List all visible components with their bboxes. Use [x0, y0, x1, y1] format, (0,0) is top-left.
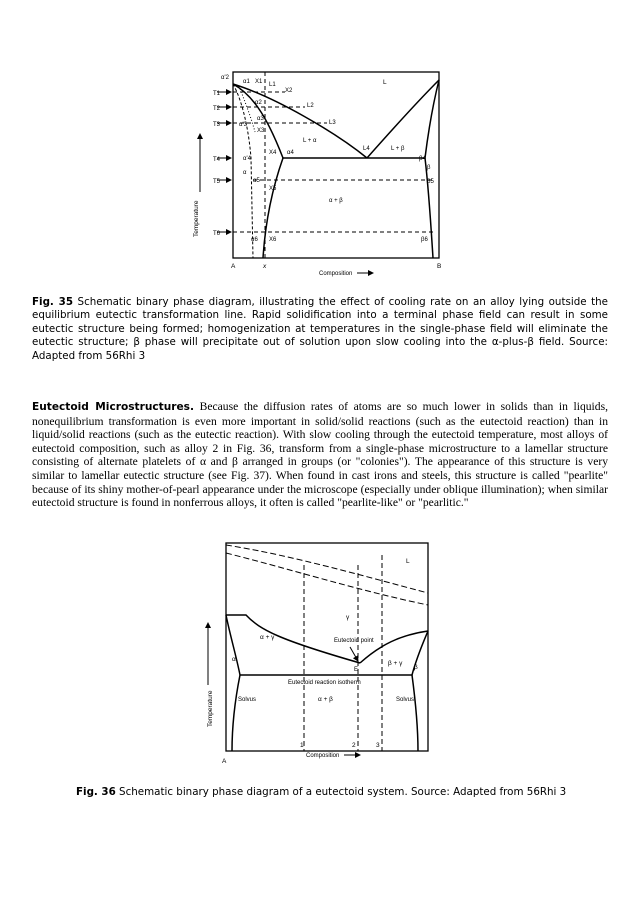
label-alpha1: α1	[243, 79, 250, 85]
liquidus-left	[233, 84, 367, 158]
label-E: E	[354, 667, 359, 673]
label-A: A	[222, 758, 227, 765]
label-eutectoid-point: Eutectoid point	[334, 638, 374, 644]
label-x4: X4	[269, 150, 277, 156]
figure-35-caption	[32, 296, 608, 363]
label-l2: L2	[307, 103, 314, 109]
label-alpha-plus-gamma: α + γ	[260, 634, 275, 641]
figure-36-phase-diagram	[200, 535, 440, 770]
label-beta4: β4	[419, 156, 426, 162]
label-x: x	[263, 263, 267, 270]
label-alpha2p: α'2	[221, 75, 229, 81]
solvus-right-line	[412, 675, 418, 751]
label-alpha: α	[243, 170, 247, 176]
eutectoid-point-arrow	[350, 647, 358, 661]
label-solvus-left: Solvus	[238, 697, 257, 703]
label-t2: T2	[213, 106, 221, 112]
label-L: L	[383, 79, 387, 86]
figure-36-caption-label: Fig. 36	[76, 786, 116, 798]
figure-36-caption-text: Schematic binary phase diagram of a eutectoid system. Source: Adapted from 56Rhi 3	[119, 786, 567, 798]
label-alpha3: α3	[257, 116, 264, 122]
label-alpha5: α5	[253, 178, 260, 184]
section-heading: Eutectoid Microstructures.	[32, 401, 194, 413]
label-alpha-plus-beta: α + β	[329, 198, 343, 204]
label-x3: X3	[257, 128, 265, 134]
label-gamma: γ	[346, 614, 350, 621]
alpha-boundary	[226, 615, 240, 675]
label-isotherm: Eutectoid reaction isotherm	[288, 680, 361, 686]
label-alloy-2: 2	[352, 742, 356, 749]
label-x5: X5	[269, 186, 277, 192]
plot-frame	[233, 72, 439, 258]
solidus-dashed	[226, 553, 428, 605]
label-t5: T5	[213, 179, 221, 185]
label-beta6: β6	[421, 237, 428, 243]
label-beta: β	[414, 664, 418, 671]
temperature-label: Temperature	[207, 690, 214, 727]
figure-35-phase-diagram	[195, 62, 465, 282]
figure-35-caption-text: Schematic binary phase diagram, illustrating the effect of cooling rate on an alloy lying outside the equilibrium eutectic transformation line. Rapid solidification into a terminal phase field can result in some eutectic structure being formed; homogenization at temperatures in the single-phase field will eliminate the eutectic structure; β phase will precipitate out of solution upon slow cooling into the α-plus-β field. Source: Adapted from 56Rhi 3	[32, 296, 609, 362]
label-alpha4: α4	[287, 150, 294, 156]
figure-35-caption-label: Fig. 35	[32, 296, 74, 308]
label-l3: L3	[329, 120, 336, 126]
figure-36-caption	[76, 786, 616, 799]
label-alpha4p: α'4	[243, 156, 251, 162]
plot-frame	[226, 543, 428, 751]
label-A: A	[231, 263, 236, 270]
label-t4: T4	[213, 157, 221, 163]
label-alpha: α	[232, 656, 236, 663]
label-beta5: β5	[427, 179, 434, 185]
label-beta-plus-gamma: β + γ	[388, 660, 403, 667]
label-L: L	[406, 558, 410, 565]
label-x1: X1	[255, 79, 263, 85]
temperature-label: Temperature	[193, 200, 200, 237]
eutectoid-section	[32, 400, 608, 510]
label-alloy-1: 1	[300, 742, 304, 749]
solvus-left-line	[232, 675, 240, 751]
label-B: B	[437, 263, 442, 270]
label-l-plus-alpha: L + α	[303, 138, 317, 144]
label-t1: T1	[213, 91, 221, 97]
solvus-left	[263, 158, 283, 258]
label-alpha2: α2	[255, 100, 262, 106]
section-body: Because the diffusion rates of atoms are so much lower in solids than in liquids, nonequilibrium transformation is even more important in solid/solid reactions (such as the eutectoid reaction) than in liquid/solid reactions (such as the eutectic reaction). With slow cooling through the eutectoid temperature, most alloys of eutectoid composition, such as alloy 2 in Fig. 36, transform from a single-phase microstructure to a lamellar structure consisting of alternate platelets of α and β arranged in groups (or "colonies"). The appearance of this structure is very similar to lamellar eutectic structure (see Fig. 37). When found in cast irons and steels, this structure is called "pearlite" because of its shiny mother-of-pearl appearance under the microscope (especially under oblique illumination); when similar eutectoid structure is found in nonferrous alloys, it often is called "pearlite-like" or "pearlitic."	[32, 400, 608, 510]
label-alpha3p: α'3	[239, 122, 247, 128]
label-l1: L1	[269, 82, 276, 88]
label-l-plus-beta: L + β	[391, 146, 405, 152]
label-alloy-3: 3	[376, 742, 380, 749]
label-x6: X6	[269, 237, 277, 243]
label-alpha-plus-beta: α + β	[318, 696, 333, 703]
composition-label: Composition	[319, 271, 353, 277]
solvus-right	[425, 158, 433, 258]
label-x2: X2	[285, 88, 293, 94]
liquidus-dashed	[226, 545, 428, 593]
label-solvus-right: Solvus	[396, 697, 415, 703]
label-alpha6: α6	[251, 237, 258, 243]
label-l4: L4	[363, 146, 370, 152]
label-beta: β	[427, 165, 431, 171]
label-t6: T6	[213, 231, 221, 237]
composition-label: Composition	[306, 753, 340, 759]
label-t3: T3	[213, 122, 221, 128]
